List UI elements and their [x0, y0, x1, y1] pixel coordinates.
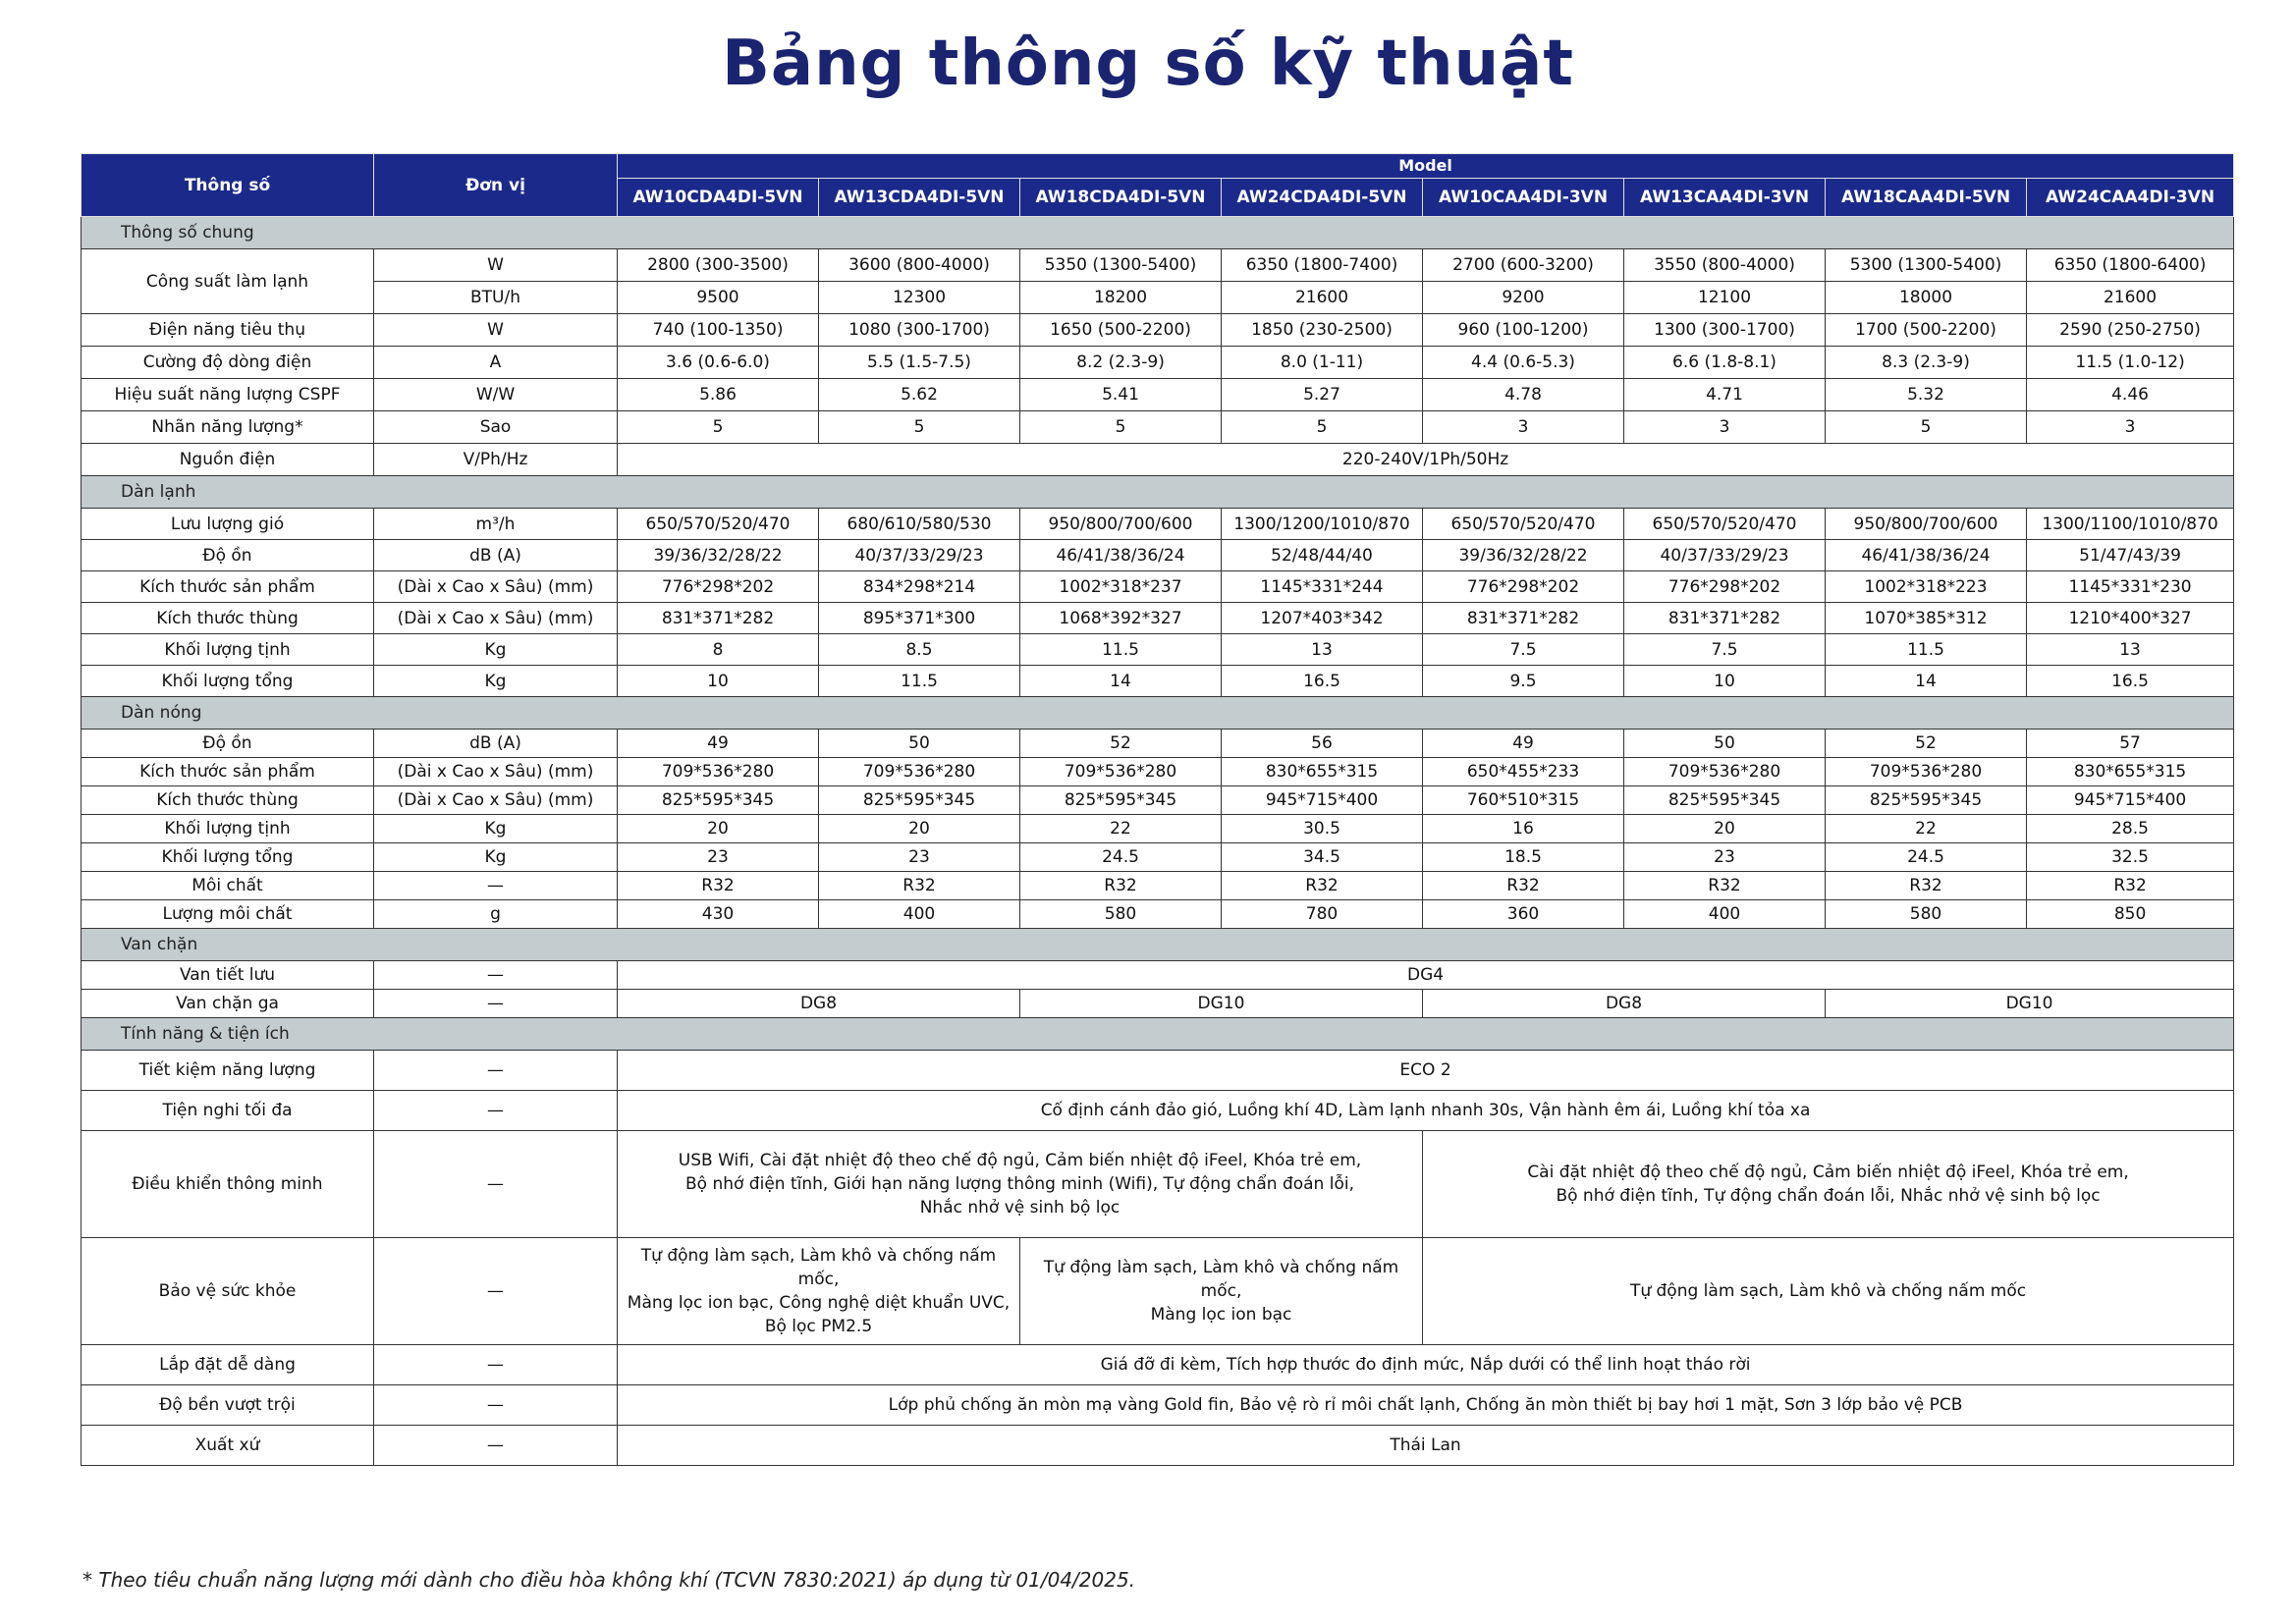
- value-cell: R32: [1222, 872, 1423, 900]
- param-unit: (Dài x Cao x Sâu) (mm): [374, 786, 618, 815]
- table-row: [82, 634, 2234, 666]
- value-cell: 11.5: [1826, 634, 2027, 666]
- value-cell: [1020, 1238, 1423, 1345]
- value-cell: 2590 (250-2750): [2027, 314, 2234, 347]
- value-cell: 52/48/44/40: [1222, 540, 1423, 571]
- value-cell: ECO 2: [618, 1051, 2234, 1091]
- param-name: Điện năng tiêu thụ: [82, 314, 374, 347]
- param-name: Tiện nghi tối đa: [82, 1091, 374, 1131]
- value-cell: 11.5 (1.0-12): [2027, 347, 2234, 379]
- header-unit: Đơn vị: [374, 154, 618, 217]
- param-name: Điều khiển thông minh: [82, 1131, 374, 1238]
- value-cell: 56: [1222, 730, 1423, 758]
- value-cell: 32.5: [2027, 843, 2234, 872]
- value-cell: DG8: [618, 990, 1020, 1018]
- param-name: Môi chất: [82, 872, 374, 900]
- value-cell: R32: [2027, 872, 2234, 900]
- value-cell: 30.5: [1222, 815, 1423, 843]
- value-cell: 3: [2027, 411, 2234, 444]
- value-cell: Tự động làm sạch, Làm khô và chống nấm mốc: [1423, 1238, 2234, 1345]
- param-unit: Kg: [374, 634, 618, 666]
- value-cell: 1850 (230-2500): [1222, 314, 1423, 347]
- value-cell: 945*715*400: [2027, 786, 2234, 815]
- value-cell: 895*371*300: [819, 603, 1020, 634]
- value-cell: 834*298*214: [819, 571, 1020, 603]
- value-cell: 2700 (600-3200): [1423, 249, 1624, 282]
- value-cell: 7.5: [1624, 634, 1826, 666]
- value-cell: 220-240V/1Ph/50Hz: [618, 444, 2234, 476]
- table-row: [82, 1426, 2234, 1466]
- value-cell: 830*655*315: [1222, 758, 1423, 786]
- param-name: Nhãn năng lượng*: [82, 411, 374, 444]
- param-name: Lắp đặt dễ dàng: [82, 1345, 374, 1385]
- text-line: USB Wifi, Cài đặt nhiệt độ theo chế độ ngủ, Cảm biến nhiệt độ iFeel, Khóa trẻ em,: [678, 1151, 1362, 1170]
- value-cell: 400: [1624, 900, 1826, 929]
- text-line: Màng lọc ion bạc: [1150, 1305, 1292, 1325]
- value-cell: 11.5: [819, 666, 1020, 697]
- table-row: [82, 758, 2234, 786]
- value-cell: [618, 1238, 1020, 1345]
- value-cell: 3: [1624, 411, 1826, 444]
- table-row: [82, 961, 2234, 990]
- param-name: Van tiết lưu: [82, 961, 374, 990]
- value-cell: 5.5 (1.5-7.5): [819, 347, 1020, 379]
- value-cell: 825*595*345: [1826, 786, 2027, 815]
- table-row: [82, 509, 2234, 540]
- param-name: Khối lượng tổng: [82, 666, 374, 697]
- value-cell: Giá đỡ đi kèm, Tích hợp thước đo định mức, Nắp dưới có thể linh hoạt tháo rời: [618, 1345, 2234, 1385]
- value-cell: 5.62: [819, 379, 1020, 411]
- value-cell: 580: [1020, 900, 1222, 929]
- value-cell: 5.41: [1020, 379, 1222, 411]
- value-cell: R32: [819, 872, 1020, 900]
- value-cell: 825*595*345: [1624, 786, 1826, 815]
- value-cell: 50: [1624, 730, 1826, 758]
- value-cell: 4.46: [2027, 379, 2234, 411]
- table-row: [82, 1131, 2234, 1238]
- table-row: [82, 444, 2234, 476]
- value-cell: DG10: [1020, 990, 1423, 1018]
- value-cell: 24.5: [1826, 843, 2027, 872]
- value-cell: 8.3 (2.3-9): [1826, 347, 2027, 379]
- value-cell: 1300/1200/1010/870: [1222, 509, 1423, 540]
- value-cell: 709*536*280: [1020, 758, 1222, 786]
- model-header: AW13CDA4DI-5VN: [819, 179, 1020, 217]
- value-cell: 49: [618, 730, 819, 758]
- value-cell: 12300: [819, 282, 1020, 314]
- param-name: Kích thước thùng: [82, 603, 374, 634]
- section-row: [82, 476, 2234, 509]
- value-cell: 12100: [1624, 282, 1826, 314]
- value-cell: [1423, 1131, 2234, 1238]
- value-cell: 5.32: [1826, 379, 2027, 411]
- value-cell: 22: [1826, 815, 2027, 843]
- value-cell: 1650 (500-2200): [1020, 314, 1222, 347]
- value-cell: 4.4 (0.6-5.3): [1423, 347, 1624, 379]
- value-cell: 650/570/520/470: [618, 509, 819, 540]
- value-cell: 650/570/520/470: [1423, 509, 1624, 540]
- value-cell: 46/41/38/36/24: [1826, 540, 2027, 571]
- param-unit: BTU/h: [374, 282, 618, 314]
- param-name: Kích thước thùng: [82, 786, 374, 815]
- value-cell: 6350 (1800-6400): [2027, 249, 2234, 282]
- param-unit: Kg: [374, 666, 618, 697]
- value-cell: 5: [1020, 411, 1222, 444]
- value-cell: 11.5: [1020, 634, 1222, 666]
- section-row: [82, 929, 2234, 961]
- param-unit: —: [374, 1345, 618, 1385]
- param-unit: Kg: [374, 843, 618, 872]
- table-row: [82, 990, 2234, 1018]
- value-cell: 709*536*280: [1624, 758, 1826, 786]
- section-title: Thông số chung: [82, 217, 2234, 249]
- param-unit: Sao: [374, 411, 618, 444]
- table-row: [82, 666, 2234, 697]
- value-cell: 760*510*315: [1423, 786, 1624, 815]
- value-cell: 46/41/38/36/24: [1020, 540, 1222, 571]
- value-cell: R32: [1624, 872, 1826, 900]
- value-cell: 1002*318*223: [1826, 571, 2027, 603]
- value-cell: 7.5: [1423, 634, 1624, 666]
- value-cell: 825*595*345: [618, 786, 819, 815]
- value-cell: 9500: [618, 282, 819, 314]
- param-name: Nguồn điện: [82, 444, 374, 476]
- value-cell: 5: [819, 411, 1020, 444]
- value-cell: 18.5: [1423, 843, 1624, 872]
- value-cell: 650/570/520/470: [1624, 509, 1826, 540]
- value-cell: 950/800/700/600: [1826, 509, 2027, 540]
- value-cell: 6.6 (1.8-8.1): [1624, 347, 1826, 379]
- value-cell: 24.5: [1020, 843, 1222, 872]
- param-unit: m³/h: [374, 509, 618, 540]
- value-cell: 51/47/43/39: [2027, 540, 2234, 571]
- value-cell: 3600 (800-4000): [819, 249, 1020, 282]
- value-cell: 9.5: [1423, 666, 1624, 697]
- page-title: Bảng thông số kỹ thuật: [722, 27, 1574, 100]
- value-cell: 18000: [1826, 282, 2027, 314]
- value-cell: 3: [1423, 411, 1624, 444]
- value-cell: 709*536*280: [618, 758, 819, 786]
- model-header: AW24CDA4DI-5VN: [1222, 179, 1423, 217]
- value-cell: 5.27: [1222, 379, 1423, 411]
- section-row: [82, 217, 2234, 249]
- table-row: [82, 411, 2234, 444]
- param-name: Hiệu suất năng lượng CSPF: [82, 379, 374, 411]
- value-cell: 5: [1222, 411, 1423, 444]
- value-cell: 1068*392*327: [1020, 603, 1222, 634]
- value-cell: 10: [618, 666, 819, 697]
- value-cell: Cố định cánh đảo gió, Luồng khí 4D, Làm lạnh nhanh 30s, Vận hành êm ái, Luồng khí tỏa xa: [618, 1091, 2234, 1131]
- param-name: Công suất làm lạnh: [82, 249, 374, 314]
- table-row: [82, 282, 2234, 314]
- param-name: Bảo vệ sức khỏe: [82, 1238, 374, 1345]
- value-cell: 830*655*315: [2027, 758, 2234, 786]
- value-cell: 1300 (300-1700): [1624, 314, 1826, 347]
- value-cell: 709*536*280: [819, 758, 1020, 786]
- model-header: AW18CDA4DI-5VN: [1020, 179, 1222, 217]
- param-name: Xuất xứ: [82, 1426, 374, 1466]
- value-cell: 3550 (800-4000): [1624, 249, 1826, 282]
- value-cell: 776*298*202: [1624, 571, 1826, 603]
- value-cell: [618, 1131, 1423, 1238]
- value-cell: 680/610/580/530: [819, 509, 1020, 540]
- value-cell: 39/36/32/28/22: [1423, 540, 1624, 571]
- text-line: Tự động làm sạch, Làm khô và chống nấm mốc,: [640, 1246, 997, 1289]
- text-line: Bộ nhớ điện tĩnh, Tự động chẩn đoán lỗi, Nhắc nhở vệ sinh bộ lọc: [1556, 1186, 2101, 1206]
- param-name: Khối lượng tịnh: [82, 815, 374, 843]
- header-param: Thông số: [82, 154, 374, 217]
- value-cell: 52: [1826, 730, 2027, 758]
- value-cell: 13: [1222, 634, 1423, 666]
- table-row: [82, 786, 2234, 815]
- value-cell: 580: [1826, 900, 2027, 929]
- value-cell: 4.71: [1624, 379, 1826, 411]
- table-row: [82, 872, 2234, 900]
- table-row: [82, 1091, 2234, 1131]
- value-cell: 960 (100-1200): [1423, 314, 1624, 347]
- value-cell: 14: [1826, 666, 2027, 697]
- value-cell: 825*595*345: [1020, 786, 1222, 815]
- value-cell: 650*455*233: [1423, 758, 1624, 786]
- model-header: AW18CAA4DI-5VN: [1826, 179, 2027, 217]
- model-header: AW24CAA4DI-3VN: [2027, 179, 2234, 217]
- value-cell: 40/37/33/29/23: [1624, 540, 1826, 571]
- value-cell: 23: [1624, 843, 1826, 872]
- value-cell: 5: [1826, 411, 2027, 444]
- value-cell: 1145*331*230: [2027, 571, 2234, 603]
- param-unit: dB (A): [374, 730, 618, 758]
- param-name: Khối lượng tổng: [82, 843, 374, 872]
- value-cell: 39/36/32/28/22: [618, 540, 819, 571]
- value-cell: 21600: [1222, 282, 1423, 314]
- value-cell: 831*371*282: [1624, 603, 1826, 634]
- text-line: Bộ lọc PM2.5: [764, 1317, 873, 1336]
- value-cell: 4.78: [1423, 379, 1624, 411]
- value-cell: 950/800/700/600: [1020, 509, 1222, 540]
- model-header: AW10CDA4DI-5VN: [618, 179, 819, 217]
- param-name: Độ ồn: [82, 730, 374, 758]
- value-cell: 430: [618, 900, 819, 929]
- table-row: [82, 843, 2234, 872]
- value-cell: R32: [1020, 872, 1222, 900]
- value-cell: 23: [819, 843, 1020, 872]
- value-cell: 945*715*400: [1222, 786, 1423, 815]
- param-name: Kích thước sản phẩm: [82, 758, 374, 786]
- table-row: [82, 249, 2234, 282]
- param-unit: —: [374, 1131, 618, 1238]
- section-title: Dàn nóng: [82, 697, 2234, 730]
- value-cell: 780: [1222, 900, 1423, 929]
- param-name: Kích thước sản phẩm: [82, 571, 374, 603]
- value-cell: 9200: [1423, 282, 1624, 314]
- value-cell: 709*536*280: [1826, 758, 2027, 786]
- value-cell: 5.86: [618, 379, 819, 411]
- value-cell: 8: [618, 634, 819, 666]
- value-cell: DG8: [1423, 990, 1826, 1018]
- value-cell: 740 (100-1350): [618, 314, 819, 347]
- value-cell: 825*595*345: [819, 786, 1020, 815]
- table-row: [82, 540, 2234, 571]
- value-cell: 50: [819, 730, 1020, 758]
- table-row: [82, 900, 2234, 929]
- value-cell: DG4: [618, 961, 2234, 990]
- value-cell: 28.5: [2027, 815, 2234, 843]
- param-unit: V/Ph/Hz: [374, 444, 618, 476]
- param-unit: W/W: [374, 379, 618, 411]
- param-unit: —: [374, 990, 618, 1018]
- param-unit: W: [374, 249, 618, 282]
- param-unit: —: [374, 1426, 618, 1466]
- param-unit: —: [374, 1091, 618, 1131]
- spec-table: [81, 153, 2234, 1466]
- value-cell: 16.5: [1222, 666, 1423, 697]
- section-row: [82, 1018, 2234, 1051]
- text-line: Màng lọc ion bạc, Công nghệ diệt khuẩn UVC,: [627, 1293, 1011, 1313]
- table-row: [82, 1051, 2234, 1091]
- param-unit: g: [374, 900, 618, 929]
- param-unit: W: [374, 314, 618, 347]
- value-cell: 20: [618, 815, 819, 843]
- footnote: * Theo tiêu chuẩn năng lượng mới dành cho điều hòa không khí (TCVN 7830:2021) áp dụng từ 01/04/2025.: [82, 1568, 1136, 1592]
- table-row: [82, 379, 2234, 411]
- param-name: Tiết kiệm năng lượng: [82, 1051, 374, 1091]
- value-cell: R32: [1423, 872, 1624, 900]
- value-cell: DG10: [1826, 990, 2234, 1018]
- section-title: Van chặn: [82, 929, 2234, 961]
- value-cell: 10: [1624, 666, 1826, 697]
- table-row: [82, 730, 2234, 758]
- value-cell: 18200: [1020, 282, 1222, 314]
- value-cell: 1080 (300-1700): [819, 314, 1020, 347]
- model-header: AW10CAA4DI-3VN: [1423, 179, 1624, 217]
- param-unit: —: [374, 872, 618, 900]
- value-cell: 400: [819, 900, 1020, 929]
- value-cell: 22: [1020, 815, 1222, 843]
- value-cell: 52: [1020, 730, 1222, 758]
- value-cell: R32: [1826, 872, 2027, 900]
- table-row: [82, 1238, 2234, 1345]
- value-cell: 1700 (500-2200): [1826, 314, 2027, 347]
- value-cell: 1002*318*237: [1020, 571, 1222, 603]
- section-title: Dàn lạnh: [82, 476, 2234, 509]
- param-unit: dB (A): [374, 540, 618, 571]
- value-cell: Thái Lan: [618, 1426, 2234, 1466]
- param-unit: Kg: [374, 815, 618, 843]
- param-unit: A: [374, 347, 618, 379]
- value-cell: 40/37/33/29/23: [819, 540, 1020, 571]
- value-cell: 23: [618, 843, 819, 872]
- table-row: [82, 347, 2234, 379]
- param-unit: (Dài x Cao x Sâu) (mm): [374, 571, 618, 603]
- text-line: Tự động làm sạch, Làm khô và chống nấm mốc,: [1043, 1258, 1399, 1301]
- value-cell: 1207*403*342: [1222, 603, 1423, 634]
- param-name: Van chặn ga: [82, 990, 374, 1018]
- value-cell: 20: [1624, 815, 1826, 843]
- param-name: Độ bền vượt trội: [82, 1385, 374, 1426]
- value-cell: 20: [819, 815, 1020, 843]
- section-title: Tính năng & tiện ích: [82, 1018, 2234, 1051]
- table-row: [82, 815, 2234, 843]
- section-row: [82, 697, 2234, 730]
- model-header: AW13CAA4DI-3VN: [1624, 179, 1826, 217]
- param-unit: —: [374, 1051, 618, 1091]
- value-cell: 1300/1100/1010/870: [2027, 509, 2234, 540]
- value-cell: 8.2 (2.3-9): [1020, 347, 1222, 379]
- param-unit: —: [374, 1385, 618, 1426]
- value-cell: R32: [618, 872, 819, 900]
- param-unit: (Dài x Cao x Sâu) (mm): [374, 758, 618, 786]
- value-cell: 34.5: [1222, 843, 1423, 872]
- value-cell: 1145*331*244: [1222, 571, 1423, 603]
- param-unit: —: [374, 1238, 618, 1345]
- param-name: Khối lượng tịnh: [82, 634, 374, 666]
- text-line: Cài đặt nhiệt độ theo chế độ ngủ, Cảm biến nhiệt độ iFeel, Khóa trẻ em,: [1527, 1163, 2129, 1182]
- value-cell: 57: [2027, 730, 2234, 758]
- value-cell: 21600: [2027, 282, 2234, 314]
- header-model: Model: [618, 154, 2234, 179]
- value-cell: 5350 (1300-5400): [1020, 249, 1222, 282]
- value-cell: 16: [1423, 815, 1624, 843]
- value-cell: Lớp phủ chống ăn mòn mạ vàng Gold fin, Bảo vệ rò rỉ môi chất lạnh, Chống ăn mòn thiết bị bay hơi 1 mặt, Sơn 3 lớp bảo vệ PCB: [618, 1385, 2234, 1426]
- value-cell: 8.0 (1-11): [1222, 347, 1423, 379]
- value-cell: 2800 (300-3500): [618, 249, 819, 282]
- param-name: Lưu lượng gió: [82, 509, 374, 540]
- value-cell: 831*371*282: [1423, 603, 1624, 634]
- value-cell: 14: [1020, 666, 1222, 697]
- table-row: [82, 1345, 2234, 1385]
- value-cell: 5: [618, 411, 819, 444]
- value-cell: 1210*400*327: [2027, 603, 2234, 634]
- value-cell: 16.5: [2027, 666, 2234, 697]
- value-cell: 776*298*202: [618, 571, 819, 603]
- param-name: Lượng môi chất: [82, 900, 374, 929]
- value-cell: 1070*385*312: [1826, 603, 2027, 634]
- value-cell: 6350 (1800-7400): [1222, 249, 1423, 282]
- text-line: Nhắc nhở vệ sinh bộ lọc: [919, 1198, 1121, 1218]
- value-cell: 831*371*282: [618, 603, 819, 634]
- value-cell: 3.6 (0.6-6.0): [618, 347, 819, 379]
- value-cell: 5300 (1300-5400): [1826, 249, 2027, 282]
- table-row: [82, 603, 2234, 634]
- value-cell: 8.5: [819, 634, 1020, 666]
- param-name: Cường độ dòng điện: [82, 347, 374, 379]
- param-name: Độ ồn: [82, 540, 374, 571]
- table-row: [82, 571, 2234, 603]
- value-cell: 850: [2027, 900, 2234, 929]
- param-unit: —: [374, 961, 618, 990]
- value-cell: 776*298*202: [1423, 571, 1624, 603]
- text-line: Bộ nhớ điện tĩnh, Giới hạn năng lượng thông minh (Wifi), Tự động chẩn đoán lỗi,: [684, 1174, 1354, 1194]
- table-row: [82, 1385, 2234, 1426]
- value-cell: 360: [1423, 900, 1624, 929]
- table-row: [82, 314, 2234, 347]
- value-cell: 13: [2027, 634, 2234, 666]
- param-unit: (Dài x Cao x Sâu) (mm): [374, 603, 618, 634]
- value-cell: 49: [1423, 730, 1624, 758]
